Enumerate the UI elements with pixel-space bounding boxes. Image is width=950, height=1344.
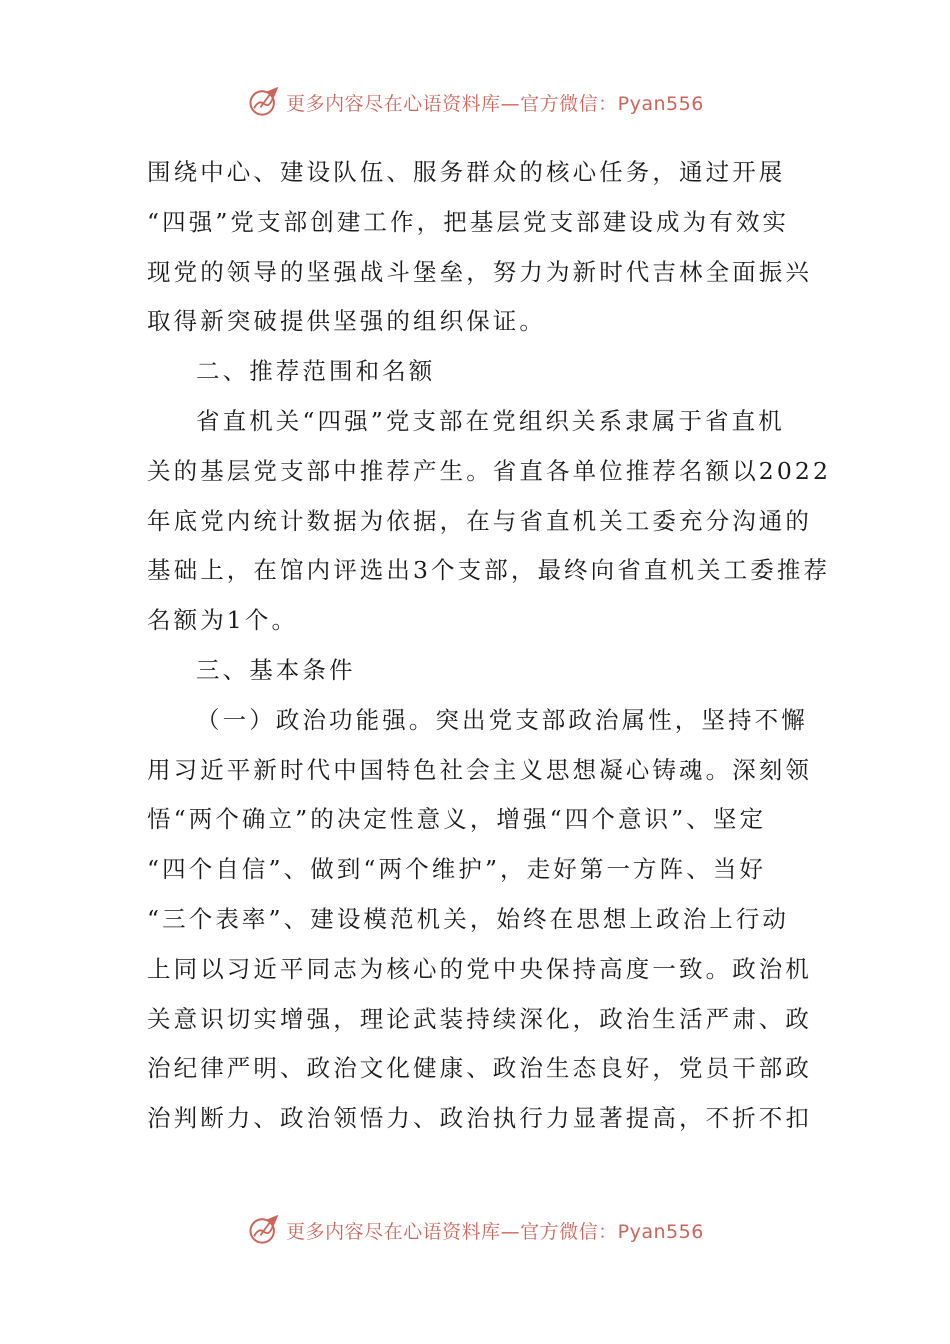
body-line: 围绕中心、建设队伍、服务群众的核心任务，通过开展 xyxy=(147,158,786,186)
section-heading-conditions: 三、基本条件 xyxy=(196,655,356,684)
body-line: “四强”党支部创建工作，把基层党支部建设成为有效实 xyxy=(147,207,790,236)
body-line: “三个表率”、建设模范机关，始终在思想上政治上行动 xyxy=(147,904,790,933)
body-line: 治判断力、政治领悟力、政治执行力显著提高，不折不扣 xyxy=(147,1104,812,1133)
document-body xyxy=(147,148,832,1144)
body-line: 取得新突破提供坚强的组织保证。 xyxy=(147,307,546,336)
watermark-text: 更多内容尽在心语资料库—官方微信：Pyan556 xyxy=(286,92,704,115)
body-line: 现党的领导的坚强战斗堡垒，努力为新时代吉林全面振兴 xyxy=(147,257,812,286)
body-line: 悟“两个确立”的决定性意义，增强“四个意识”、坚定 xyxy=(147,805,767,834)
body-line: 关的基层党支部中推荐产生。省直各单位推荐名额以2022 xyxy=(147,456,832,485)
body-line: 基础上，在馆内评选出3个支部，最终向省直机关工委推荐 xyxy=(147,556,831,585)
pen-logo-icon xyxy=(246,1212,282,1248)
body-line: 用习近平新时代中国特色社会主义思想凝心铸魂。深刻领 xyxy=(147,755,812,784)
watermark-header xyxy=(0,80,950,124)
body-line: 关意识切实增强，理论武装持续深化，政治生活严肃、政 xyxy=(147,1004,812,1033)
pen-logo-icon xyxy=(246,84,282,120)
body-line: 年底党内统计数据为依据，在与省直机关工委充分沟通的 xyxy=(147,506,812,535)
body-line: 名额为1个。 xyxy=(147,606,299,635)
watermark-footer xyxy=(0,1208,950,1252)
paragraph-start: （一）政治功能强。突出党支部政治属性，坚持不懈 xyxy=(196,705,808,734)
section-heading-scope: 二、推荐范围和名额 xyxy=(196,357,436,386)
body-line: 治纪律严明、政治文化健康、政治生态良好，党员干部政 xyxy=(147,1054,812,1083)
watermark-text: 更多内容尽在心语资料库—官方微信：Pyan556 xyxy=(286,1220,704,1243)
body-line: 上同以习近平同志为核心的党中央保持高度一致。政治机 xyxy=(147,954,812,983)
body-line: “四个自信”、做到“两个维护”，走好第一方阵、当好 xyxy=(147,855,767,884)
paragraph-start: 省直机关“四强”党支部在党组织关系隶属于省直机 xyxy=(196,406,785,435)
